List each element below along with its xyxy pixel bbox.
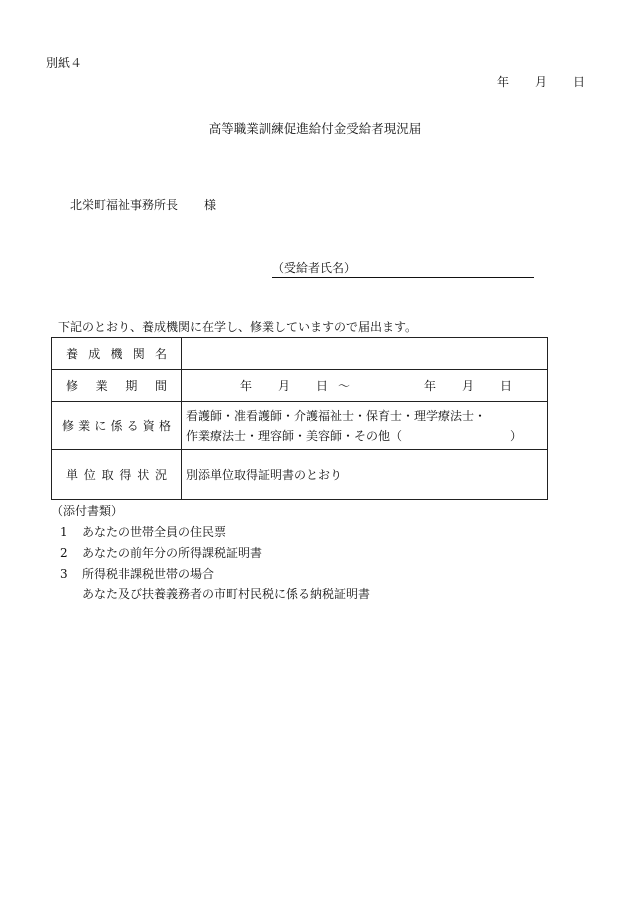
label-char: 取 (101, 468, 114, 482)
label-char: 得 (119, 468, 132, 482)
date-month: 月 (535, 75, 548, 89)
date-line (497, 73, 585, 90)
label-char: 成 (88, 347, 101, 361)
label-char: 業 (95, 379, 108, 393)
attachment-subitem: あなた及び扶養義務者の市町村民税に係る納税証明書 (82, 587, 371, 601)
label-char: に (94, 419, 107, 433)
label-char: 資 (142, 419, 155, 433)
page-title: 高等職業訓練促進給付金受給者現況届 (208, 121, 422, 136)
form-id: 別紙４ (46, 56, 83, 70)
addressee-name: 北栄町福祉事務所長 (70, 198, 179, 212)
label-char: 名 (154, 347, 167, 361)
credits-field: 別添単位取得証明書のとおり (182, 450, 548, 500)
qualification-field[interactable] (182, 402, 548, 450)
table-row (52, 370, 548, 402)
list-item (60, 523, 226, 540)
label-char: 位 (83, 468, 96, 482)
period-year: 年 (240, 379, 253, 393)
list-item (60, 565, 214, 582)
period-tilde: ～ (338, 379, 351, 393)
table-row (52, 338, 548, 370)
period-day2: 日 (500, 379, 513, 393)
label-char: 格 (158, 419, 171, 433)
intro-text: 下記のとおり、養成機関に在学し、修業していますので届出ます。 (58, 320, 418, 334)
label-char: 関 (132, 347, 145, 361)
item-text: あなたの前年分の所得課税証明書 (82, 546, 263, 560)
label-char: 係 (110, 419, 123, 433)
item-number: 3 (60, 567, 68, 581)
period-day: 日 (316, 379, 329, 393)
qualification-other: 作業療法士・理容師・美容師・その他（ (186, 428, 403, 443)
addressee (70, 196, 216, 213)
period-month2: 月 (462, 379, 475, 393)
row-label-period (52, 370, 182, 402)
item-text: あなたの世帯全員の住民票 (82, 525, 227, 539)
list-item (60, 544, 262, 561)
attachments-heading: （添付書類） (51, 504, 124, 518)
date-day: 日 (573, 75, 586, 89)
status-table (51, 337, 548, 500)
label-char: 単 (66, 468, 79, 482)
label-char: 修 (66, 379, 79, 393)
label-char: 状 (137, 468, 150, 482)
label-char: 養 (66, 347, 79, 361)
table-row (52, 450, 548, 500)
recipient-name-field[interactable] (272, 259, 534, 278)
period-field[interactable] (182, 370, 548, 402)
institution-field[interactable] (182, 338, 548, 370)
item-number: 1 (60, 525, 68, 539)
recipient-label: （受給者氏名） (272, 261, 357, 275)
row-label-credits (52, 450, 182, 500)
qualification-close: ） (510, 428, 523, 443)
label-char: 況 (154, 468, 167, 482)
label-char: 修 (62, 419, 75, 433)
label-char: 間 (154, 379, 167, 393)
label-char: 機 (110, 347, 123, 361)
row-label-qualification (52, 402, 182, 450)
period-year2: 年 (424, 379, 437, 393)
qualification-line1: 看護師・准看護師・介護福祉士・保育士・理学療法士・ (186, 408, 487, 423)
label-char: 業 (78, 419, 91, 433)
addressee-honorific: 様 (204, 198, 217, 212)
row-label-institution (52, 338, 182, 370)
table-row (52, 402, 548, 450)
label-char: る (126, 419, 139, 433)
item-text: 所得税非課税世帯の場合 (82, 567, 215, 581)
label-char: 期 (125, 379, 138, 393)
qualification-line2 (186, 426, 547, 446)
item-number: 2 (60, 546, 68, 560)
period-month: 月 (278, 379, 291, 393)
date-year: 年 (497, 75, 510, 89)
